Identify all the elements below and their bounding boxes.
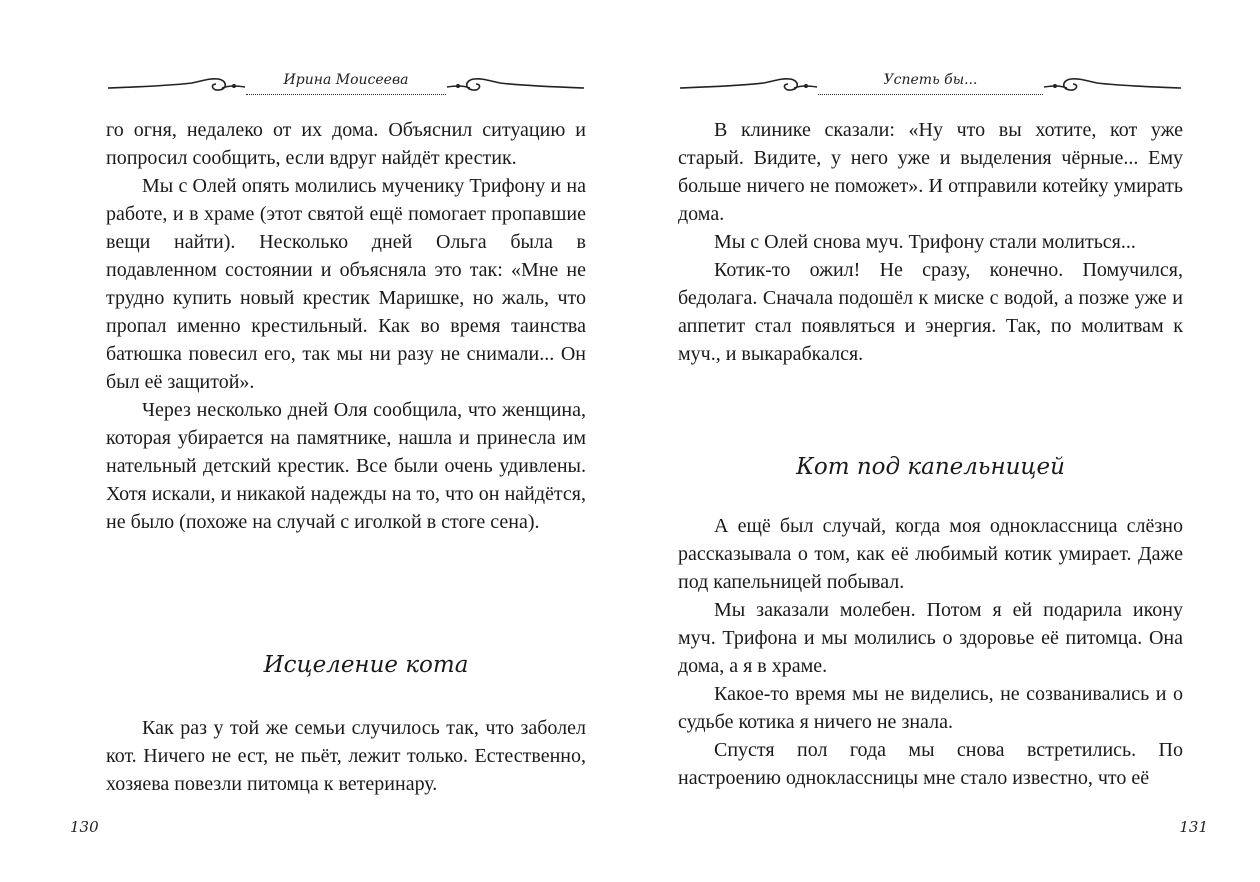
body-text-bottom bbox=[678, 512, 1183, 792]
paragraph: А ещё был случай, когда моя одноклассница слёзно рассказывала о том, как её любимый котик умирает. Даже под капельницей побывал. bbox=[678, 515, 1183, 593]
header-dotted-rule bbox=[818, 94, 1043, 95]
paragraph: Как раз у той же семьи случилось так, что заболел кот. Ничего не ест, не пьёт, лежит только. Естественно, хозяева повезли питомца к ветеринару. bbox=[106, 717, 586, 795]
paragraph: Какое-то время мы не виделись, не созванивались и о судьбе котика я ничего не знала. bbox=[678, 683, 1183, 733]
section-heading: Кот под капельницей bbox=[796, 454, 1065, 480]
right-page bbox=[630, 0, 1260, 882]
page-number: 131 bbox=[1179, 818, 1208, 836]
paragraph: Мы с Олей снова муч. Трифону стали молиться... bbox=[714, 231, 1136, 253]
body-text-top bbox=[106, 116, 586, 536]
header-dotted-rule bbox=[246, 94, 446, 95]
flourish-ornament-icon bbox=[1043, 74, 1183, 96]
body-text-top bbox=[678, 116, 1183, 368]
running-header bbox=[106, 66, 586, 106]
flourish-ornament-icon bbox=[106, 74, 246, 96]
paragraph: Через несколько дней Оля сообщила, что женщина, которая убирается на памятнике, нашла и принесла им нательный детский крестик. Все были очень удивлены. Хотя искали, и никакой надежды на то, что он найдётся, не было (похоже на случай с иголкой в стоге сена). bbox=[106, 399, 586, 533]
page-number: 130 bbox=[70, 818, 99, 836]
paragraph: Мы с Олей опять молились мученику Трифону и на работе, и в храме (этот святой ещё помогает пропавшие вещи найти). Несколько дней Ольга была в подавленном состоянии и объясняла это так: «Мне не трудно купить новый крестик Маришке, но жаль, что пропал именно крестильный. Как во время таинства батюшка повесил его, так мы ни разу не снимали... Он был её защитой». bbox=[106, 175, 586, 393]
flourish-ornament-icon bbox=[678, 74, 818, 96]
paragraph: го огня, недалеко от их дома. Объяснил ситуацию и попросил сообщить, если вдруг найдёт крестик. bbox=[106, 119, 586, 169]
paragraph: Мы заказали молебен. Потом я ей подарила икону муч. Трифона и мы молились о здоровье её питомца. Она дома, а я в храме. bbox=[678, 599, 1183, 677]
running-header bbox=[678, 66, 1183, 106]
header-title: Успеть бы... bbox=[883, 72, 978, 88]
paragraph: Спустя пол года мы снова встретились. По настроению одноклассницы мне стало известно, что её bbox=[678, 739, 1183, 789]
body-text-bottom bbox=[106, 714, 586, 798]
flourish-ornament-icon bbox=[446, 74, 586, 96]
header-title: Ирина Моисеева bbox=[283, 72, 409, 88]
paragraph: В клинике сказали: «Ну что вы хотите, кот уже старый. Видите, у него уже и выделения чёрные... Ему больше ничего не поможет». И отправили котейку умирать дома. bbox=[678, 119, 1183, 225]
paragraph: Котик-то ожил! Не сразу, конечно. Помучился, бедолага. Сначала подошёл к миске с водой, а позже уже и аппетит стал появляться и энергия. Так, по молитвам к муч., и выкарабкался. bbox=[678, 259, 1183, 365]
section-heading: Исцеление кота bbox=[263, 652, 469, 678]
